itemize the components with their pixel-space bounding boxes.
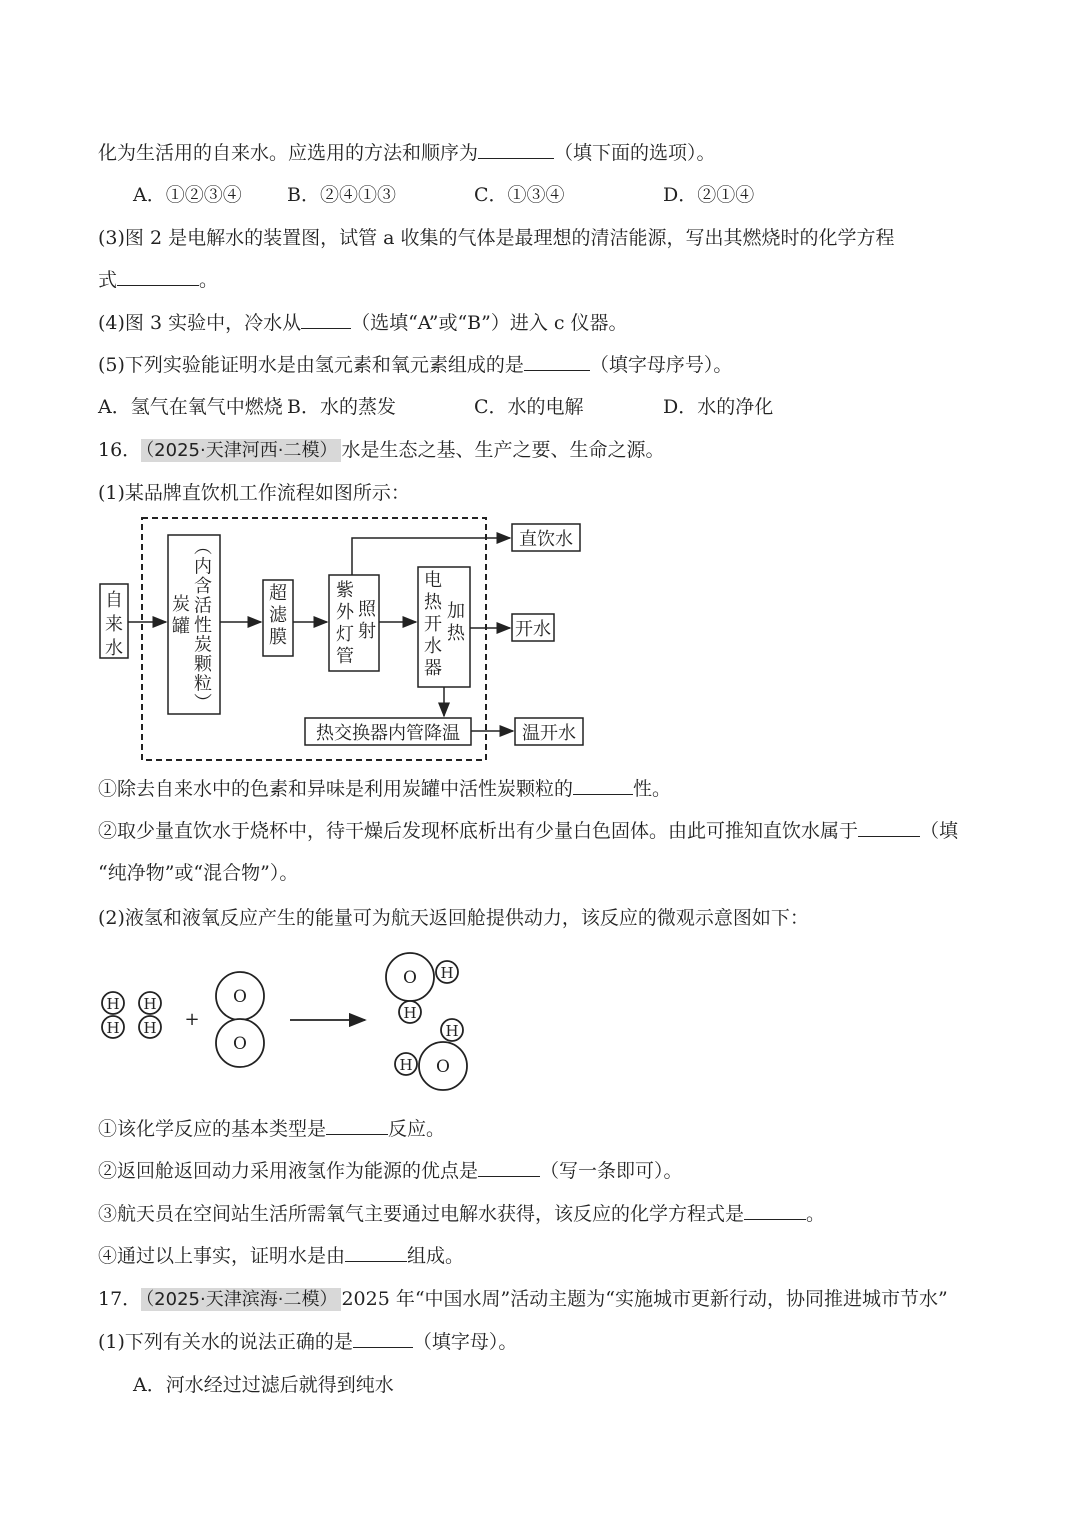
- source-tag: （2025·天津滨海·二模）: [141, 1288, 341, 1311]
- plus-sign: +: [184, 1009, 200, 1030]
- atom-label: H: [403, 1004, 417, 1022]
- answer-blank[interactable]: [744, 1201, 806, 1220]
- q16-header: 16． （2025·天津河西·二模） 水是生态之基、生产之要、生命之源。: [98, 439, 665, 461]
- atom-label: O: [436, 1057, 450, 1077]
- boiler-label-col1: 电热开水器: [424, 570, 442, 679]
- tap-water-char-3: 水: [105, 638, 123, 659]
- option-c[interactable]: C．水的电解: [474, 396, 584, 418]
- q16-reaction-sub4: ④通过以上事实，证明水是由 组成。: [98, 1245, 465, 1267]
- q16-reaction-sub1: ①该化学反应的基本类型是 反应。: [98, 1118, 446, 1140]
- tap-water-char-2: 来: [105, 614, 123, 635]
- atom-label: H: [143, 1019, 157, 1037]
- atom-label: H: [440, 964, 454, 982]
- option-d[interactable]: D．②①④: [663, 184, 755, 206]
- q16-sub1: ①除去自来水中的色素和异味是利用炭罐中活性炭颗粒的 性。: [98, 778, 672, 800]
- direct-water-label: 直饮水: [519, 529, 573, 550]
- q16-sub2: ②取少量直饮水于烧杯中，待干燥后发现杯底析出有少量白色固体。由此可推知直饮水属于 （填: [98, 820, 959, 842]
- carbon-tank-label-col1: 炭罐: [172, 594, 190, 637]
- answer-blank[interactable]: [353, 1329, 413, 1348]
- boiler-label-col2: 加热: [447, 601, 465, 644]
- answer-blank[interactable]: [326, 1116, 388, 1135]
- option-a[interactable]: A．①②③④: [133, 184, 242, 206]
- carbon-tank-label-col2: ︵内含活性炭颗粒︶: [194, 537, 212, 714]
- answer-blank[interactable]: [478, 1158, 540, 1177]
- atom-label: H: [143, 995, 157, 1013]
- atom-label: H: [399, 1056, 413, 1074]
- tap-water-char-1: 自: [105, 590, 123, 611]
- q16-reaction-sub3: ③航天员在空间站生活所需氧气主要通过电解水获得，该反应的化学方程式是 。: [98, 1203, 826, 1225]
- q15-part3-line1: (3)图 2 是电解水的装置图，试管 a 收集的气体是最理想的清洁能源，写出其燃烧时的化学方程: [98, 227, 895, 249]
- q16-part1: (1)某品牌直饮机工作流程如图所示：: [98, 482, 410, 504]
- atom-label: O: [233, 1034, 247, 1054]
- option-d[interactable]: D．水的净化: [663, 396, 774, 418]
- option-b[interactable]: B．②④①③: [287, 184, 396, 206]
- answer-blank[interactable]: [345, 1243, 407, 1262]
- atom-label: O: [403, 968, 417, 988]
- atom-label: H: [106, 1019, 120, 1037]
- uv-lamp-label-col1: 紫外灯管: [336, 580, 354, 667]
- q15-method-line: 化为生活用的自来水。应选用的方法和顺序为 （填下面的选项）。: [98, 142, 716, 164]
- source-tag: （2025·天津河西·二模）: [141, 439, 341, 462]
- boiled-water-label: 开水: [515, 619, 551, 640]
- q15-part4: (4)图 3 实验中，冷水从 （选填“A”或“B”）进入 c 仪器。: [98, 312, 628, 334]
- q15-part5: (5)下列实验能证明水是由氢元素和氧元素组成的是 （填字母序号）。: [98, 354, 733, 376]
- uv-lamp-label-col2: 照射: [358, 599, 376, 642]
- q15-part3-line2: 式 。: [98, 269, 219, 291]
- option-c[interactable]: C．①③④: [474, 184, 565, 206]
- heat-exchanger-label: 热交换器内管降温: [316, 723, 460, 744]
- q17-header: 17． （2025·天津滨海·二模） 2025 年“中国水周”活动主题为“实施城市更新行动，协同推进城市节水”: [98, 1288, 948, 1310]
- ultrafilter-label: 超滤膜: [269, 583, 287, 648]
- atom-label: O: [233, 987, 247, 1007]
- atom-label: H: [445, 1022, 459, 1040]
- q16-reaction-sub2: ②返回舱返回动力采用液氢作为能源的优点是 （写一条即可）。: [98, 1160, 683, 1182]
- option-a[interactable]: A．氢气在氧气中燃烧: [98, 396, 283, 418]
- atom-label: H: [106, 995, 120, 1013]
- option-a[interactable]: A．河水经过过滤后就得到纯水: [133, 1374, 394, 1396]
- option-b[interactable]: B．水的蒸发: [287, 396, 396, 418]
- q16-sub2-line2: “纯净物”或“混合物”）。: [98, 862, 299, 884]
- warm-water-label: 温开水: [522, 723, 576, 744]
- q16-part2: (2)液氢和液氧反应产生的能量可为航天返回舱提供动力，该反应的微观示意图如下：: [98, 907, 809, 929]
- q17-part1: (1)下列有关水的说法正确的是 （填字母）。: [98, 1331, 518, 1353]
